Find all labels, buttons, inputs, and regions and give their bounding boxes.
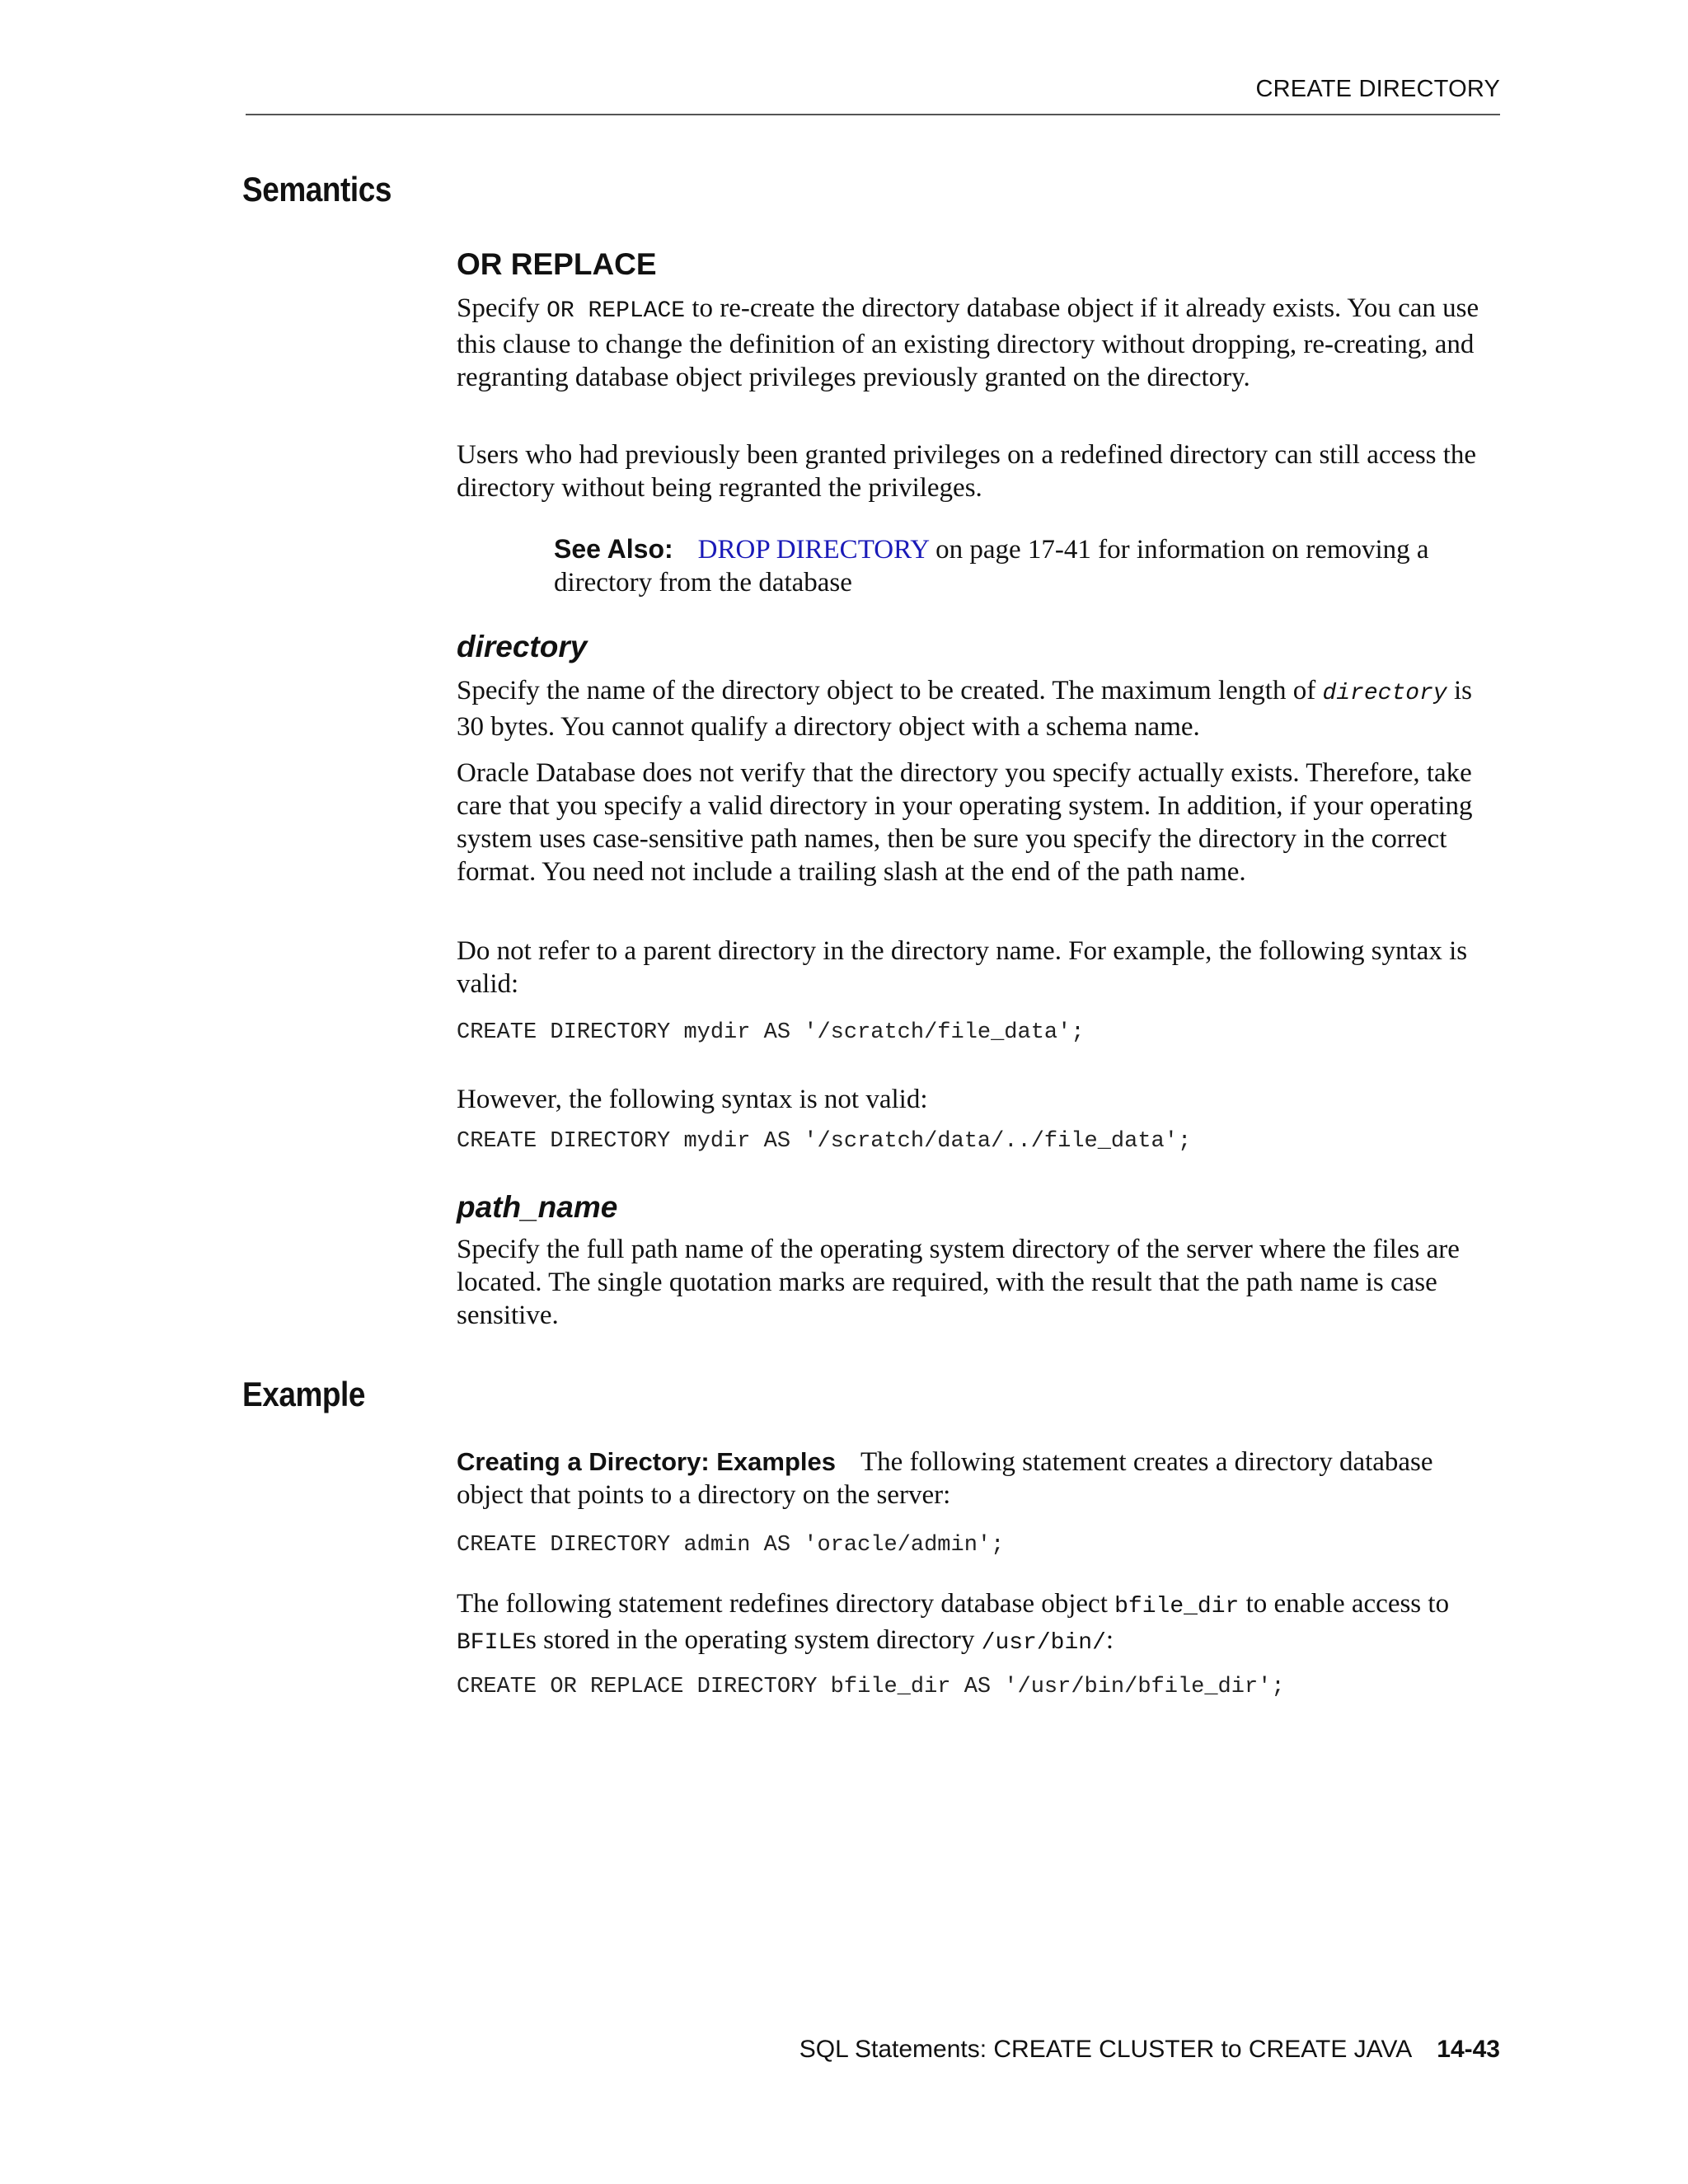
text-run: to enable access to <box>1239 1589 1450 1619</box>
inline-code: bfile_dir <box>1114 1594 1240 1619</box>
inline-code: BFILE <box>457 1630 527 1656</box>
text-run: The following statement creates a directory database object that points to a directory on the server: <box>457 1447 1433 1510</box>
paragraph <box>457 674 1503 743</box>
inline-code: OR REPLACE <box>546 298 686 324</box>
text-run: The following statement redefines directory database object <box>457 1589 1115 1619</box>
section-heading-semantics: Semantics <box>242 170 392 209</box>
subheading-path-name: path_name <box>457 1190 618 1224</box>
paragraph <box>457 1446 1503 1511</box>
text-run: on page 17-41 for information on removing a directory from the database <box>554 535 1429 598</box>
inline-code: /usr/bin/ <box>981 1630 1106 1656</box>
inline-code: directory <box>1322 681 1447 706</box>
text-run: to re-create the directory database object if it already exists. You can use this clause to change the definition of an existing directory without dropping, re-creating, and regranting database object privileges previously granted on the directory. <box>457 293 1479 392</box>
text-run: Specify <box>457 293 547 323</box>
text-run: : <box>1105 1625 1114 1655</box>
see-also-label: See Also: <box>554 534 673 564</box>
footer-title: SQL Statements: CREATE CLUSTER to CREATE JAVA <box>799 2036 1413 2063</box>
text-run: Specify the name of the directory object to be created. The maximum length of <box>457 676 1323 705</box>
code-example: CREATE DIRECTORY mydir AS '/scratch/data/../file_data'; <box>457 1129 1192 1154</box>
drop-directory-link[interactable]: DROP DIRECTORY <box>697 535 929 565</box>
paragraph: However, the following syntax is not valid: <box>457 1085 928 1114</box>
subheading-directory: directory <box>457 630 588 663</box>
paragraph: Oracle Database does not verify that the directory you specify actually exists. Therefore, take care that you specify a valid directory in your operating system. In addition, if your operating system uses case-sensitive path names, then be sure you specify the directory in the correct format. You need not include a trailing slash at the end of the path name. <box>457 758 1473 887</box>
paragraph: Users who had previously been granted privileges on a redefined directory can still access the directory without being regranted the privileges. <box>457 440 1477 503</box>
running-header-title: CREATE DIRECTORY <box>1255 76 1500 102</box>
text-run: is 30 bytes. You cannot qualify a directory object with a schema name. <box>457 676 1472 742</box>
code-example: CREATE DIRECTORY admin AS 'oracle/admin'; <box>457 1533 1005 1558</box>
subheading-or-replace: OR REPLACE <box>457 247 657 281</box>
section-heading-example: Example <box>242 1375 365 1413</box>
paragraph: Specify the full path name of the operating system directory of the server where the files are located. The single quotation marks are required, with the result that the path name is case sensitive. <box>457 1235 1460 1330</box>
paragraph <box>457 1587 1503 1660</box>
text-run: s stored in the operating system directory <box>526 1625 982 1655</box>
code-example: CREATE DIRECTORY mydir AS '/scratch/file_data'; <box>457 1020 1085 1045</box>
page-number: 14-43 <box>1437 2036 1500 2063</box>
see-also-note <box>554 532 1493 599</box>
paragraph: Do not refer to a parent directory in the directory name. For example, the following syntax is valid: <box>457 936 1468 999</box>
code-example: CREATE OR REPLACE DIRECTORY bfile_dir AS '/usr/bin/bfile_dir'; <box>457 1675 1285 1699</box>
page-footer <box>799 2036 1500 2064</box>
paragraph <box>457 292 1503 394</box>
example-runin-heading: Creating a Directory: Examples <box>457 1447 837 1476</box>
header-rule <box>246 114 1500 115</box>
